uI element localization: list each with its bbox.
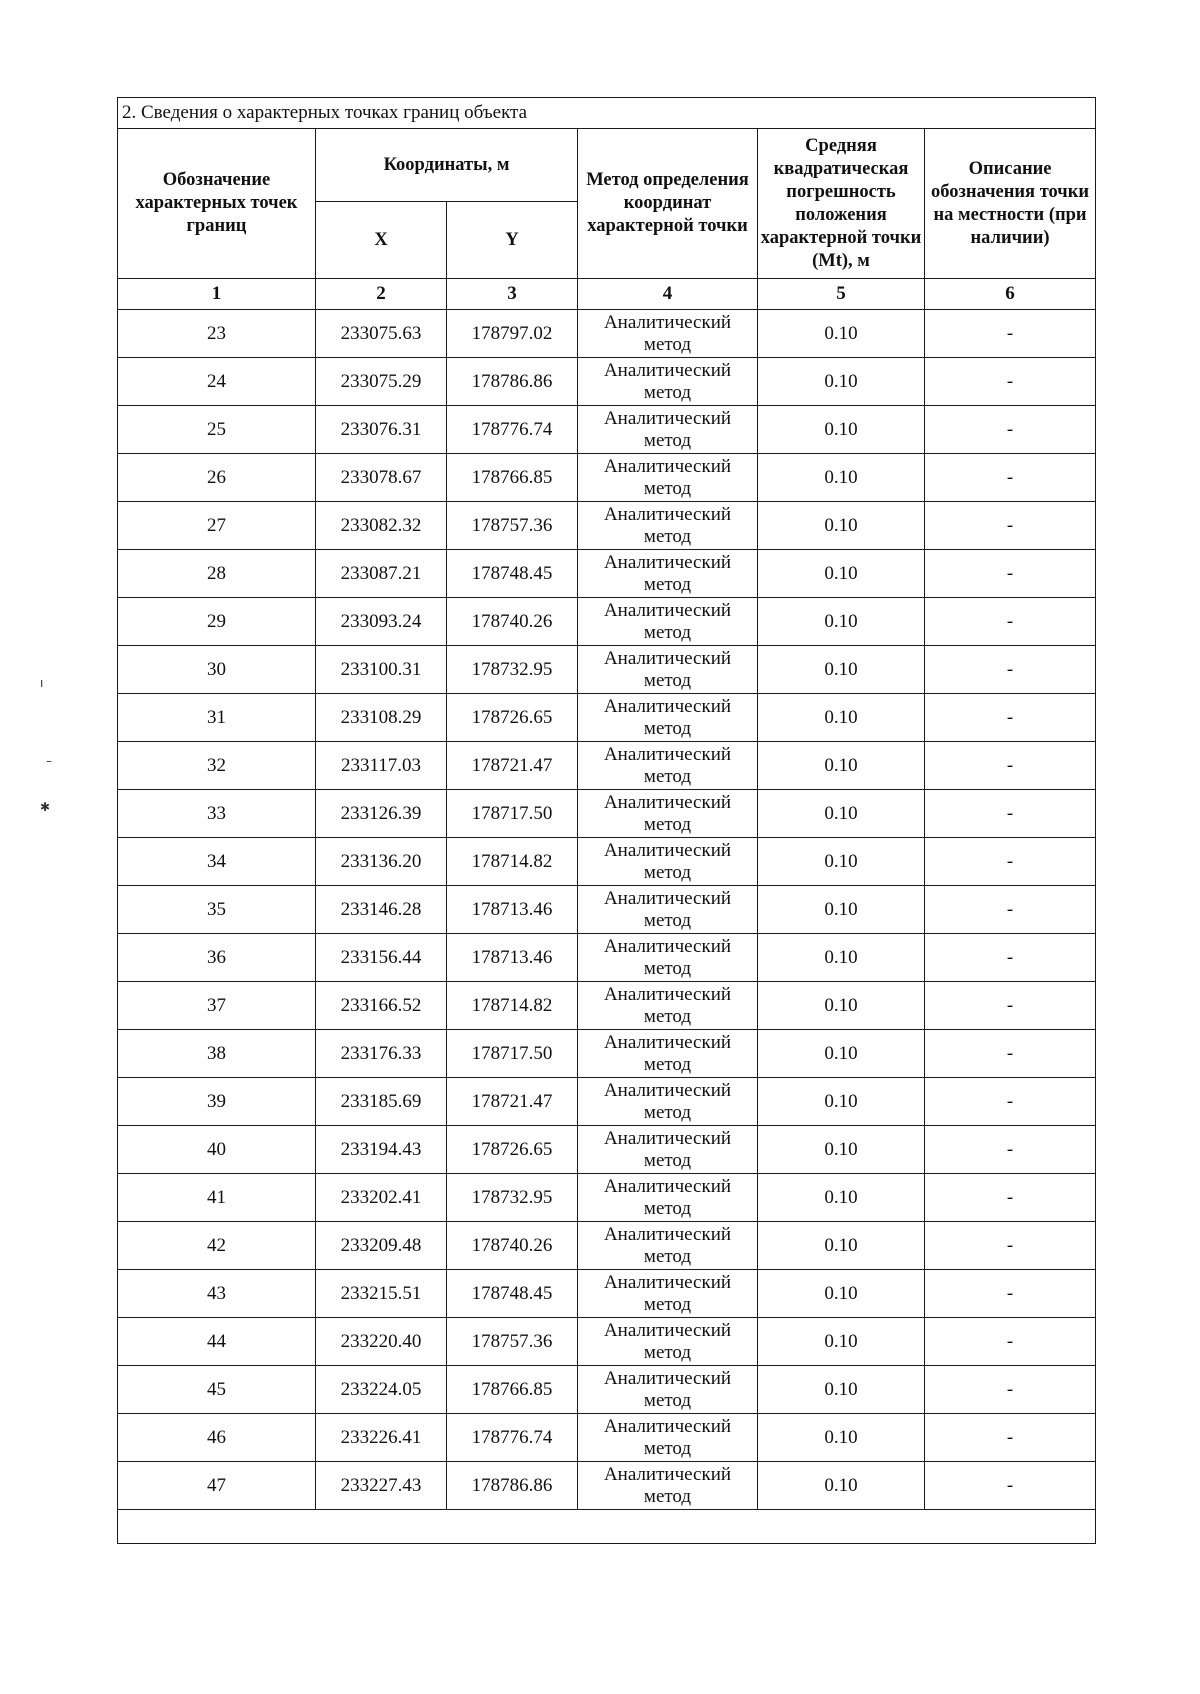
- error-cell: 0.10: [758, 934, 925, 982]
- x-cell: 233194.43: [316, 1126, 447, 1174]
- method-line2: метод: [643, 525, 692, 547]
- method-line1: Аналитический: [603, 1319, 732, 1341]
- method-line2: метод: [643, 669, 692, 691]
- table-row: [118, 694, 1096, 742]
- method-line1: Аналитический: [603, 311, 732, 333]
- method-cell: [578, 310, 758, 358]
- method-line2: метод: [643, 957, 692, 979]
- description-cell: -: [925, 694, 1096, 742]
- y-cell: 178713.46: [447, 886, 578, 934]
- point-cell: 38: [118, 1030, 316, 1078]
- error-cell: 0.10: [758, 598, 925, 646]
- y-cell: 178717.50: [447, 790, 578, 838]
- table-row: [118, 646, 1096, 694]
- error-cell: 0.10: [758, 1318, 925, 1366]
- table-row: [118, 742, 1096, 790]
- description-cell: -: [925, 1126, 1096, 1174]
- point-cell: 25: [118, 406, 316, 454]
- method-line1: Аналитический: [603, 1415, 732, 1437]
- method-line1: Аналитический: [603, 503, 732, 525]
- method-line1: Аналитический: [603, 1079, 732, 1101]
- method-cell: [578, 1222, 758, 1270]
- point-cell: 44: [118, 1318, 316, 1366]
- y-cell: 178740.26: [447, 1222, 578, 1270]
- x-cell: 233176.33: [316, 1030, 447, 1078]
- column-number: 3: [447, 279, 578, 310]
- x-cell: 233146.28: [316, 886, 447, 934]
- y-cell: 178721.47: [447, 742, 578, 790]
- x-cell: 233215.51: [316, 1270, 447, 1318]
- point-cell: 29: [118, 598, 316, 646]
- y-cell: 178786.86: [447, 1462, 578, 1510]
- method-line2: метод: [643, 477, 692, 499]
- x-cell: 233185.69: [316, 1078, 447, 1126]
- boundary-points-table: [117, 97, 1096, 1544]
- method-line1: Аналитический: [603, 983, 732, 1005]
- x-cell: 233082.32: [316, 502, 447, 550]
- method-cell: [578, 454, 758, 502]
- method-cell: [578, 1270, 758, 1318]
- y-cell: 178714.82: [447, 838, 578, 886]
- x-cell: 233202.41: [316, 1174, 447, 1222]
- description-cell: -: [925, 838, 1096, 886]
- x-cell: 233227.43: [316, 1462, 447, 1510]
- table-row: [118, 358, 1096, 406]
- table-row: [118, 1126, 1096, 1174]
- header-x: X: [316, 202, 447, 279]
- y-cell: 178717.50: [447, 1030, 578, 1078]
- x-cell: 233078.67: [316, 454, 447, 502]
- method-line1: Аналитический: [603, 407, 732, 429]
- x-cell: 233075.29: [316, 358, 447, 406]
- method-line1: Аналитический: [603, 359, 732, 381]
- table-row: [118, 310, 1096, 358]
- method-line2: метод: [643, 1437, 692, 1459]
- y-cell: 178726.65: [447, 694, 578, 742]
- error-cell: 0.10: [758, 454, 925, 502]
- method-line1: Аналитический: [603, 1127, 732, 1149]
- error-cell: 0.10: [758, 982, 925, 1030]
- error-cell: 0.10: [758, 1366, 925, 1414]
- method-line2: метод: [643, 573, 692, 595]
- table-body: [118, 310, 1096, 1510]
- error-cell: 0.10: [758, 406, 925, 454]
- description-cell: -: [925, 1078, 1096, 1126]
- method-line2: метод: [643, 1053, 692, 1075]
- description-cell: -: [925, 598, 1096, 646]
- point-cell: 37: [118, 982, 316, 1030]
- table-row: [118, 406, 1096, 454]
- method-line1: Аналитический: [603, 1175, 732, 1197]
- method-cell: [578, 838, 758, 886]
- x-cell: 233166.52: [316, 982, 447, 1030]
- method-line2: метод: [643, 333, 692, 355]
- table-row: [118, 1222, 1096, 1270]
- boundary-points-section: [117, 97, 1095, 1544]
- description-cell: -: [925, 1174, 1096, 1222]
- point-cell: 23: [118, 310, 316, 358]
- description-cell: -: [925, 790, 1096, 838]
- method-line1: Аналитический: [603, 791, 732, 813]
- method-cell: [578, 646, 758, 694]
- point-cell: 47: [118, 1462, 316, 1510]
- header-y: Y: [447, 202, 578, 279]
- point-cell: 39: [118, 1078, 316, 1126]
- method-line1: Аналитический: [603, 1223, 732, 1245]
- method-line1: Аналитический: [603, 743, 732, 765]
- point-cell: 40: [118, 1126, 316, 1174]
- y-cell: 178776.74: [447, 1414, 578, 1462]
- error-cell: 0.10: [758, 550, 925, 598]
- table-row: [118, 1318, 1096, 1366]
- y-cell: 178797.02: [447, 310, 578, 358]
- description-cell: -: [925, 310, 1096, 358]
- table-row: [118, 982, 1096, 1030]
- x-cell: 233136.20: [316, 838, 447, 886]
- error-cell: 0.10: [758, 1126, 925, 1174]
- y-cell: 178757.36: [447, 502, 578, 550]
- description-cell: -: [925, 982, 1096, 1030]
- section-caption: 2. Сведения о характерных точках границ объекта: [118, 98, 1096, 129]
- table-row: [118, 598, 1096, 646]
- method-line2: метод: [643, 717, 692, 739]
- table-footer-row: [118, 1510, 1096, 1544]
- y-cell: 178721.47: [447, 1078, 578, 1126]
- point-cell: 41: [118, 1174, 316, 1222]
- point-cell: 42: [118, 1222, 316, 1270]
- description-cell: -: [925, 1318, 1096, 1366]
- table-row: [118, 934, 1096, 982]
- method-line2: метод: [643, 1101, 692, 1123]
- header-error: Средняя квадратическая погрешность положения характерной точки (Mt), м: [758, 129, 925, 279]
- x-cell: 233226.41: [316, 1414, 447, 1462]
- description-cell: -: [925, 1414, 1096, 1462]
- table-row: [118, 1030, 1096, 1078]
- x-cell: 233100.31: [316, 646, 447, 694]
- method-cell: [578, 694, 758, 742]
- x-cell: 233126.39: [316, 790, 447, 838]
- scan-margin-mark: ı: [40, 676, 44, 690]
- x-cell: 233076.31: [316, 406, 447, 454]
- column-number: 2: [316, 279, 447, 310]
- method-line1: Аналитический: [603, 647, 732, 669]
- method-cell: [578, 358, 758, 406]
- method-line2: метод: [643, 1293, 692, 1315]
- method-cell: [578, 1366, 758, 1414]
- error-cell: 0.10: [758, 358, 925, 406]
- point-cell: 43: [118, 1270, 316, 1318]
- method-cell: [578, 1030, 758, 1078]
- description-cell: -: [925, 1366, 1096, 1414]
- method-line1: Аналитический: [603, 935, 732, 957]
- x-cell: 233093.24: [316, 598, 447, 646]
- method-line1: Аналитический: [603, 1367, 732, 1389]
- error-cell: 0.10: [758, 790, 925, 838]
- method-cell: [578, 1462, 758, 1510]
- method-line1: Аналитический: [603, 887, 732, 909]
- point-cell: 28: [118, 550, 316, 598]
- y-cell: 178713.46: [447, 934, 578, 982]
- point-cell: 24: [118, 358, 316, 406]
- point-cell: 31: [118, 694, 316, 742]
- method-cell: [578, 598, 758, 646]
- y-cell: 178776.74: [447, 406, 578, 454]
- method-cell: [578, 790, 758, 838]
- y-cell: 178757.36: [447, 1318, 578, 1366]
- method-line2: метод: [643, 909, 692, 931]
- x-cell: 233075.63: [316, 310, 447, 358]
- error-cell: 0.10: [758, 502, 925, 550]
- method-cell: [578, 502, 758, 550]
- x-cell: 233156.44: [316, 934, 447, 982]
- point-cell: 32: [118, 742, 316, 790]
- description-cell: -: [925, 502, 1096, 550]
- description-cell: -: [925, 934, 1096, 982]
- column-number: 6: [925, 279, 1096, 310]
- method-line1: Аналитический: [603, 1463, 732, 1485]
- y-cell: 178766.85: [447, 1366, 578, 1414]
- y-cell: 178732.95: [447, 1174, 578, 1222]
- error-cell: 0.10: [758, 1078, 925, 1126]
- y-cell: 178748.45: [447, 1270, 578, 1318]
- error-cell: 0.10: [758, 310, 925, 358]
- point-cell: 33: [118, 790, 316, 838]
- y-cell: 178740.26: [447, 598, 578, 646]
- method-cell: [578, 406, 758, 454]
- description-cell: -: [925, 646, 1096, 694]
- description-cell: -: [925, 1270, 1096, 1318]
- description-cell: -: [925, 886, 1096, 934]
- description-cell: -: [925, 742, 1096, 790]
- header-method: Метод определения координат характерной точки: [578, 129, 758, 279]
- method-cell: [578, 934, 758, 982]
- method-line2: метод: [643, 813, 692, 835]
- header-description: Описание обозначения точки на местности (при наличии): [925, 129, 1096, 279]
- method-line1: Аналитический: [603, 695, 732, 717]
- method-line2: метод: [643, 861, 692, 883]
- method-line2: метод: [643, 621, 692, 643]
- table-row: [118, 1462, 1096, 1510]
- method-line2: метод: [643, 429, 692, 451]
- method-line2: метод: [643, 1485, 692, 1507]
- x-cell: 233087.21: [316, 550, 447, 598]
- method-line2: метод: [643, 1245, 692, 1267]
- method-line2: метод: [643, 1005, 692, 1027]
- description-cell: -: [925, 550, 1096, 598]
- description-cell: -: [925, 1462, 1096, 1510]
- error-cell: 0.10: [758, 694, 925, 742]
- table-row: [118, 790, 1096, 838]
- error-cell: 0.10: [758, 1462, 925, 1510]
- header-coordinates: Координаты, м: [316, 129, 578, 202]
- column-number: 5: [758, 279, 925, 310]
- y-cell: 178748.45: [447, 550, 578, 598]
- method-line2: метод: [643, 381, 692, 403]
- error-cell: 0.10: [758, 742, 925, 790]
- method-line2: метод: [643, 1149, 692, 1171]
- x-cell: 233220.40: [316, 1318, 447, 1366]
- table-row: [118, 550, 1096, 598]
- column-number: 1: [118, 279, 316, 310]
- method-cell: [578, 742, 758, 790]
- point-cell: 26: [118, 454, 316, 502]
- method-line1: Аналитический: [603, 599, 732, 621]
- method-line2: метод: [643, 1389, 692, 1411]
- description-cell: -: [925, 454, 1096, 502]
- y-cell: 178714.82: [447, 982, 578, 1030]
- error-cell: 0.10: [758, 838, 925, 886]
- table-row: [118, 1078, 1096, 1126]
- table-row: [118, 1366, 1096, 1414]
- point-cell: 36: [118, 934, 316, 982]
- table-row: [118, 1174, 1096, 1222]
- description-cell: -: [925, 358, 1096, 406]
- error-cell: 0.10: [758, 886, 925, 934]
- description-cell: -: [925, 1222, 1096, 1270]
- error-cell: 0.10: [758, 1270, 925, 1318]
- y-cell: 178726.65: [447, 1126, 578, 1174]
- method-line1: Аналитический: [603, 839, 732, 861]
- point-cell: 46: [118, 1414, 316, 1462]
- table-row: [118, 886, 1096, 934]
- error-cell: 0.10: [758, 1174, 925, 1222]
- method-cell: [578, 1078, 758, 1126]
- point-cell: 34: [118, 838, 316, 886]
- method-line2: метод: [643, 1197, 692, 1219]
- x-cell: 233108.29: [316, 694, 447, 742]
- error-cell: 0.10: [758, 1414, 925, 1462]
- description-cell: -: [925, 1030, 1096, 1078]
- error-cell: 0.10: [758, 1030, 925, 1078]
- method-cell: [578, 1126, 758, 1174]
- method-line1: Аналитический: [603, 551, 732, 573]
- method-cell: [578, 1318, 758, 1366]
- table-row: [118, 502, 1096, 550]
- point-cell: 30: [118, 646, 316, 694]
- scan-margin-mark: –: [46, 754, 52, 768]
- point-cell: 27: [118, 502, 316, 550]
- method-cell: [578, 550, 758, 598]
- header-designation: Обозначение характерных точек границ: [118, 129, 316, 279]
- method-cell: [578, 982, 758, 1030]
- description-cell: -: [925, 406, 1096, 454]
- table-row: [118, 1414, 1096, 1462]
- method-cell: [578, 1414, 758, 1462]
- y-cell: 178732.95: [447, 646, 578, 694]
- method-line1: Аналитический: [603, 455, 732, 477]
- table-row: [118, 1270, 1096, 1318]
- method-cell: [578, 1174, 758, 1222]
- table-row: [118, 454, 1096, 502]
- scan-margin-mark: ✱: [40, 800, 51, 814]
- x-cell: 233224.05: [316, 1366, 447, 1414]
- point-cell: 45: [118, 1366, 316, 1414]
- method-line1: Аналитический: [603, 1271, 732, 1293]
- method-line1: Аналитический: [603, 1031, 732, 1053]
- point-cell: 35: [118, 886, 316, 934]
- method-line2: метод: [643, 1341, 692, 1363]
- table-row: [118, 838, 1096, 886]
- error-cell: 0.10: [758, 1222, 925, 1270]
- method-cell: [578, 886, 758, 934]
- y-cell: 178786.86: [447, 358, 578, 406]
- method-line2: метод: [643, 765, 692, 787]
- column-number: 4: [578, 279, 758, 310]
- error-cell: 0.10: [758, 646, 925, 694]
- x-cell: 233209.48: [316, 1222, 447, 1270]
- y-cell: 178766.85: [447, 454, 578, 502]
- x-cell: 233117.03: [316, 742, 447, 790]
